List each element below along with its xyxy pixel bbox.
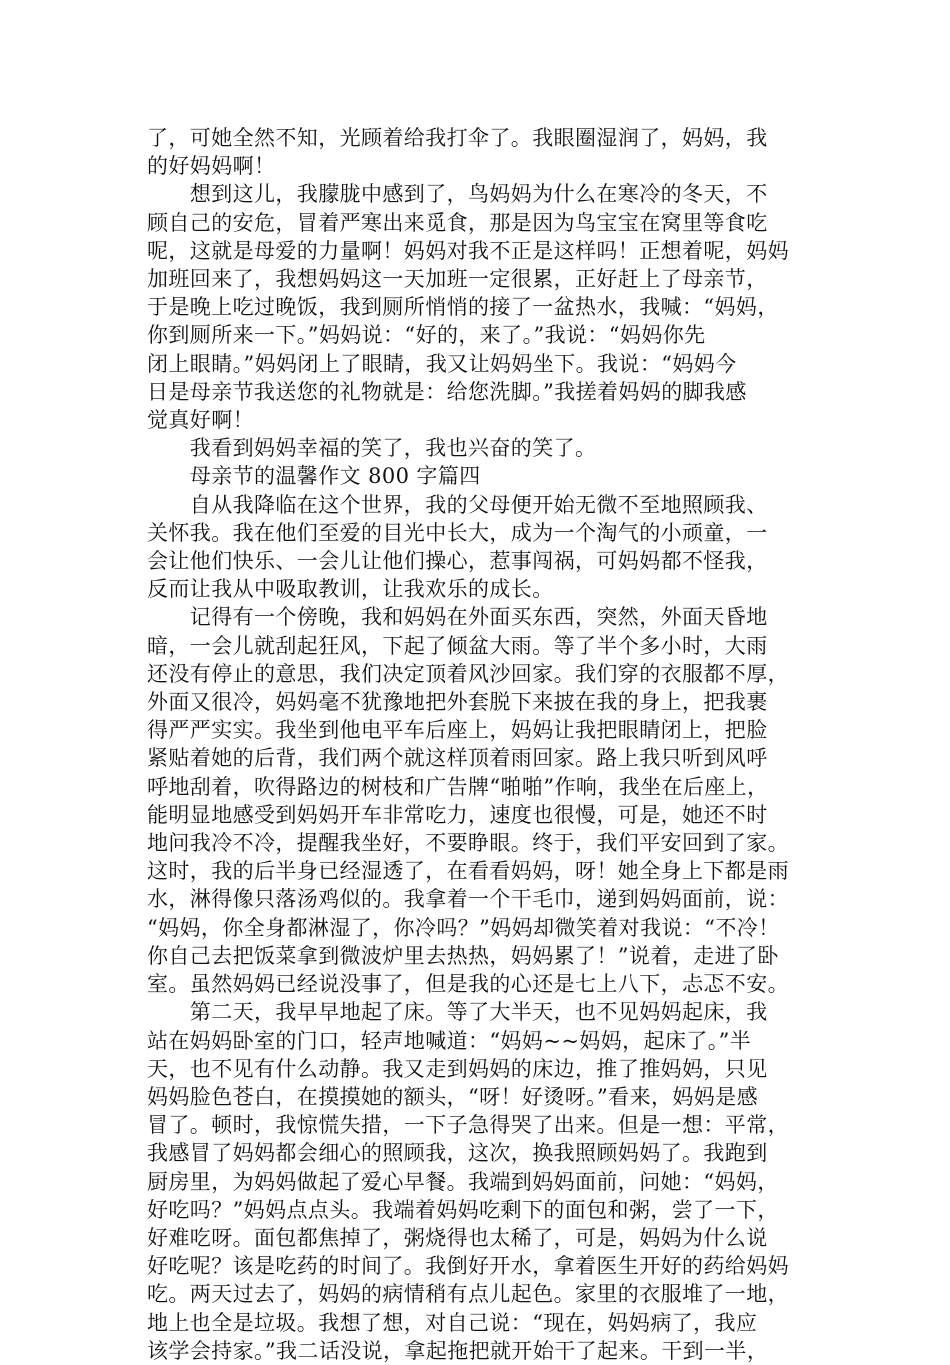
text-line: 记得有一个傍晚，我和妈妈在外面买东西，突然，外面天昏地 (147, 605, 768, 630)
text-line: 水，淋得像只落汤鸡似的。我拿着一个干毛巾，递到妈妈面前，说： (147, 887, 789, 912)
text-line: 还没有停止的意思，我们决定顶着风沙回家。我们穿的衣服都不厚， (147, 661, 789, 686)
text-line: 该学会持家。”我二话没说，拿起拖把就开始干了起来。干到一半， (147, 1338, 769, 1363)
text-line: 于是晚上吃过晚饭，我到厕所悄悄的接了一盆热水，我喊：“妈妈， (147, 295, 779, 320)
text-line: 觉真好啊！ (147, 408, 254, 433)
text-line: 了，可她全然不知，光顾着给我打伞了。我眼圈湿润了，妈妈，我 (147, 126, 768, 150)
text-line: 你到厕所来一下。”妈妈说：“好的，来了。”我说：“妈妈你先 (147, 323, 706, 348)
text-line: 第二天，我早早地起了床。等了大半天，也不见妈妈起床，我 (147, 1000, 768, 1025)
text-line: “妈妈，你全身都淋湿了，你冷吗？”妈妈却微笑着对我说：“不冷！ (147, 915, 780, 940)
text-line: 站在妈妈卧室的门口，轻声地喊道：“妈妈~~妈妈，起床了。”半 (147, 1028, 752, 1053)
text-line: 我感冒了妈妈都会细心的照顾我，这次，换我照顾妈妈了。我跑到 (147, 1141, 768, 1166)
text-line: 外面又很冷，妈妈毫不犹豫地把外套脱下来披在我的身上，把我裹 (147, 690, 768, 715)
text-line: 好吃吗？”妈妈点点头。我端着妈妈吃剩下的面包和粥，尝了一下， (147, 1197, 779, 1222)
text-line: 地问我冷不冷，提醒我坐好，不要睁眼。终于，我们平安回到了家。 (147, 831, 789, 856)
text-line: 好难吃呀。面包都焦掉了，粥烧得也太稀了，可是，妈妈为什么说 (147, 1225, 768, 1250)
text-line: 这时，我的后半身已经湿透了，在看看妈妈，呀！她全身上下都是雨 (147, 859, 789, 884)
text-line: 呼地刮着，吹得路边的树枝和广告牌“啪啪”作响，我坐在后座上， (147, 774, 769, 799)
text-line: 闭上眼睛。”妈妈闭上了眼睛，我又让妈妈坐下。我说：“妈妈今 (147, 351, 737, 376)
text-line: 得严严实实。我坐到他电平车后座上，妈妈让我把眼睛闭上，把脸 (147, 718, 768, 743)
section-heading: 母亲节的温馨作文 800 字篇四 (147, 464, 481, 489)
text-line: 我看到妈妈幸福的笑了，我也兴奋的笑了。 (147, 436, 597, 461)
article-body (147, 124, 817, 1365)
text-line: 的好妈妈啊！ (147, 154, 276, 179)
text-line: 自从我降临在这个世界，我的父母便开始无微不至地照顾我、 (147, 492, 768, 517)
text-line: 吃。两天过去了，妈妈的病情稍有点儿起色。家里的衣服堆了一地， (147, 1282, 789, 1307)
text-line: 呢，这就是母爱的力量啊！妈妈对我不正是这样吗！正想着呢，妈妈 (147, 238, 789, 263)
text-line: 顾自己的安危，冒着严寒出来觅食，那是因为鸟宝宝在窝里等食吃 (147, 210, 768, 235)
text-line: 关怀我。我在他们至爱的目光中长大，成为一个淘气的小顽童，一 (147, 520, 768, 545)
text-line: 暗，一会儿就刮起狂风，下起了倾盆大雨。等了半个多小时，大雨 (147, 633, 768, 658)
text-line: 室。虽然妈妈已经说没事了，但是我的心还是七上八下，忐忑不安。 (147, 972, 789, 997)
text-line: 天，也不见有什么动静。我又走到妈妈的床边，推了推妈妈，只见 (147, 1056, 768, 1081)
text-line: 好吃呢？该是吃药的时间了。我倒好开水，拿着医生开好的药给妈妈 (147, 1254, 789, 1279)
text-line: 冒了。顿时，我惊慌失措，一下子急得哭了出来。但是一想：平常， (147, 1113, 789, 1138)
text-line: 能明显地感受到妈妈开车非常吃力，速度也很慢，可是，她还不时 (147, 802, 768, 827)
text-line: 妈妈脸色苍白，在摸摸她的额头，“呀！好烫呀。”看来，妈妈是感 (147, 1084, 758, 1109)
text-line: 会让他们快乐、一会儿让他们操心，惹事闯祸，可妈妈都不怪我， (147, 549, 768, 574)
text-line: 加班回来了，我想妈妈这一天加班一定很累，正好赶上了母亲节， (147, 267, 768, 292)
text-line: 日是母亲节我送您的礼物就是：给您洗脚。”我搓着妈妈的脚我感 (147, 379, 747, 404)
text-line: 你自己去把饭菜拿到微波炉里去热热，妈妈累了！”说着，走进了卧 (147, 943, 779, 968)
text-line: 想到这儿，我朦胧中感到了，鸟妈妈为什么在寒冷的冬天，不 (147, 182, 768, 207)
text-line: 反而让我从中吸取教训，让我欢乐的成长。 (147, 577, 554, 602)
text-line: 地上也全是垃圾。我想了想，对自己说：“现在，妈妈病了，我应 (147, 1310, 758, 1335)
text-line: 厨房里，为妈妈做起了爱心早餐。我端到妈妈面前，问她：“妈妈， (147, 1169, 779, 1194)
text-line: 紧贴着她的后背，我们两个就这样顶着雨回家。路上我只听到风呼 (147, 746, 768, 771)
